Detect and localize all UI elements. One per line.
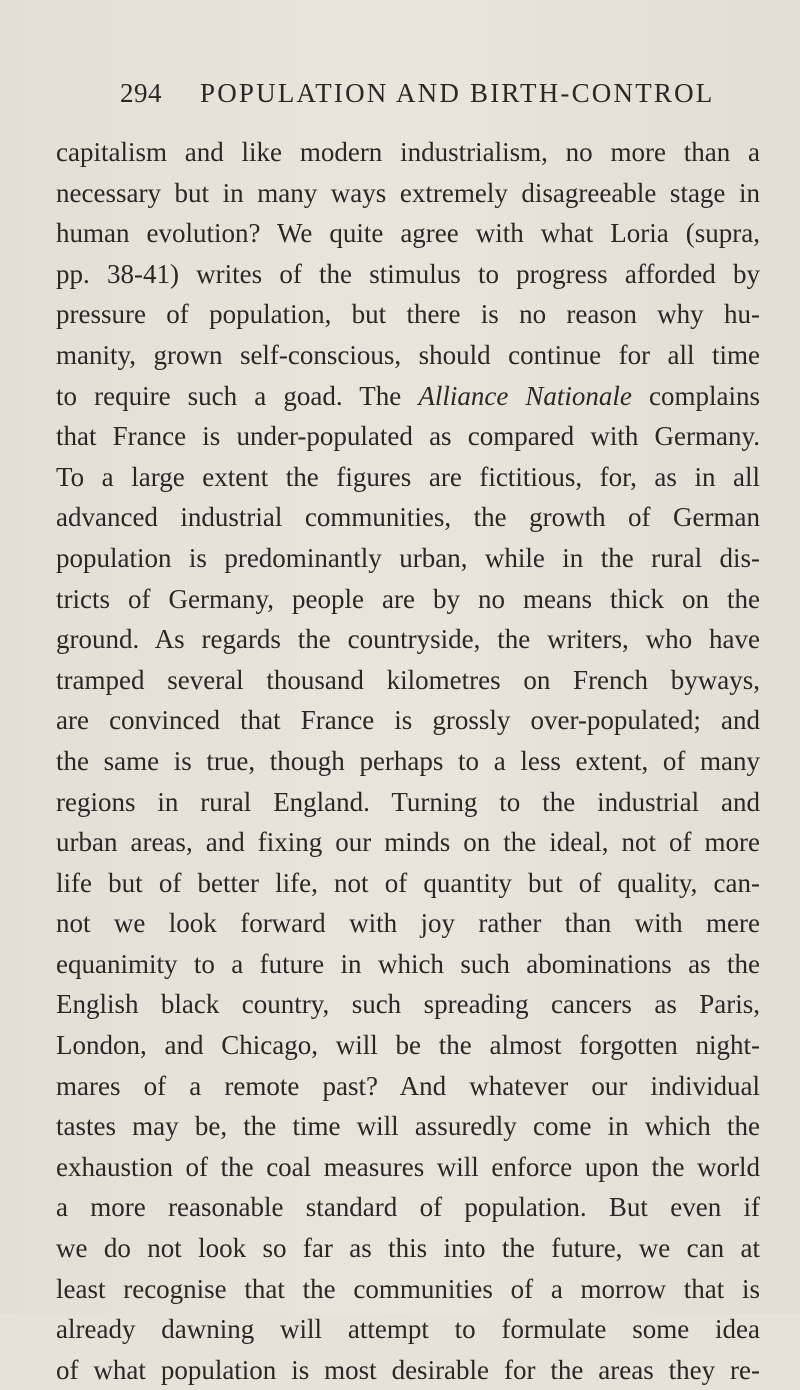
text-line: human evolution? We quite agree with what Loria (supra, — [56, 218, 760, 249]
italic-title: Alliance Nationale — [418, 380, 632, 411]
running-title: POPULATION AND BIRTH-CONTROL — [200, 78, 715, 108]
text-line: the same is true, though perhaps to a less extent, of many — [56, 745, 760, 776]
text-line: are convinced that France is grossly over-populated; and — [56, 705, 760, 736]
text-line: necessary but in many ways extremely disagreeable stage in — [56, 177, 760, 208]
text-line: already dawning will attempt to formulate some idea — [56, 1314, 760, 1345]
text-line: tramped several thousand kilometres on French byways, — [56, 664, 760, 695]
text-line: exhaustion of the coal measures will enforce upon the world — [56, 1151, 760, 1182]
text-line: equanimity to a future in which such abominations as the — [56, 948, 760, 979]
text-line: tastes may be, the time will assuredly come in which the — [56, 1111, 760, 1142]
text-line: English black country, such spreading cancers as Paris, — [56, 989, 760, 1020]
text-line: life but of better life, not of quantity but of quality, can- — [56, 867, 760, 898]
text-line: not we look forward with joy rather than with mere — [56, 908, 760, 939]
text-line: manity, grown self-conscious, should continue for all time — [56, 339, 760, 370]
text-line: of what population is most desirable for the areas they re- — [56, 1354, 760, 1385]
text-line: mares of a remote past? And whatever our individual — [56, 1070, 760, 1101]
text-line: a more reasonable standard of population. But even if — [56, 1192, 760, 1223]
page-number: 294 — [120, 78, 162, 108]
text-line: we do not look so far as this into the future, we can at — [56, 1233, 760, 1264]
text-line: pressure of population, but there is no reason why hu- — [56, 299, 760, 330]
text-line: least recognise that the communities of a morrow that is — [56, 1273, 760, 1304]
text-line: tricts of Germany, people are by no means thick on the — [56, 583, 760, 614]
text-fragment: complains — [649, 380, 760, 411]
text-line-with-italic — [56, 376, 760, 417]
text-line: regions in rural England. Turning to the industrial and — [56, 786, 760, 817]
text-fragment: to require such a goad. The — [56, 380, 402, 411]
body-text — [56, 132, 760, 1390]
text-line: pp. 38-41) writes of the stimulus to progress afforded by — [56, 258, 760, 289]
text-line: ground. As regards the countryside, the writers, who have — [56, 624, 760, 655]
text-line: population is predominantly urban, while in the rural dis- — [56, 542, 760, 573]
text-line: To a large extent the figures are fictitious, for, as in all — [56, 461, 760, 492]
text-line: capitalism and like modern industrialism, no more than a — [56, 137, 760, 167]
text-line: that France is under-populated as compared with Germany. — [56, 421, 760, 452]
text-line: urban areas, and fixing our minds on the ideal, not of more — [56, 827, 760, 858]
text-line: advanced industrial communities, the growth of German — [56, 502, 760, 533]
page-header — [120, 78, 760, 118]
text-line: London, and Chicago, will be the almost forgotten night- — [56, 1030, 760, 1061]
